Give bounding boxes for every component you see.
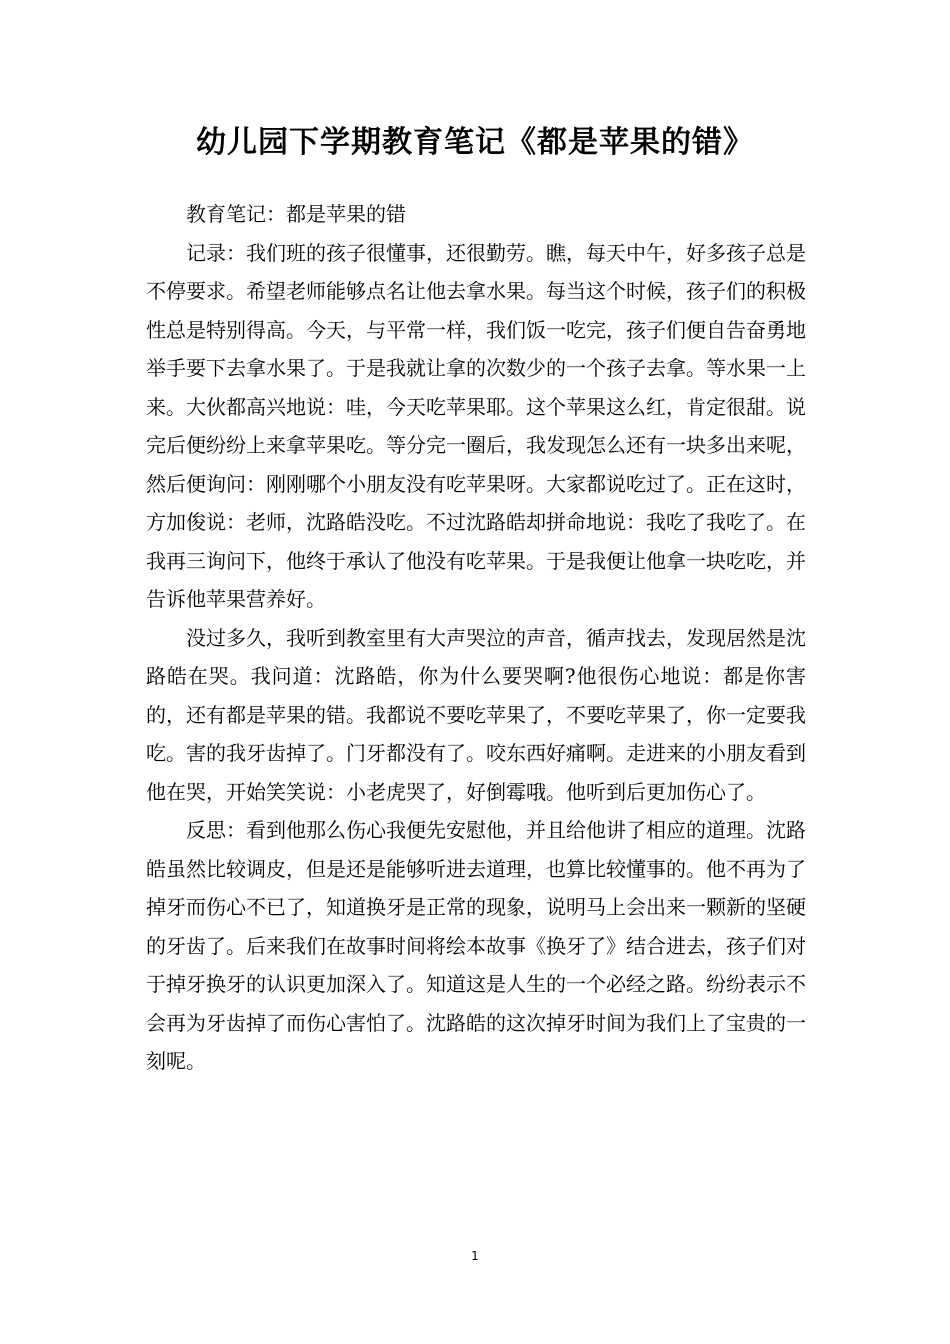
document-title: 幼儿园下学期教育笔记《都是苹果的错》 [196,125,754,160]
subtitle-paragraph: 教育笔记：都是苹果的错 [186,202,406,226]
page-number: 1 [471,1249,479,1263]
document-body [146,195,806,1081]
crying-paragraph: 没过多久，我听到教室里有大声哭泣的声音，循声找去，发现居然是沈路皓在哭。我问道：沈路皓，你为什么要哭啊?他很伤心地说：都是你害的，还有都是苹果的错。我都说不要吃苹果了，不要吃苹果了，你一定要我吃。害的我牙齿掉了。门牙都没有了。咬东西好痛啊。走进来的小朋友看到他在哭，开始笑笑说：小老虎哭了，好倒霉哦。他听到后更加伤心了。 [146,625,806,804]
reflection-paragraph: 反思：看到他那么伤心我便先安慰他，并且给他讲了相应的道理。沈路皓虽然比较调皮，但是还是能够听进去道理，也算比较懂事的。他不再为了掉牙而伤心不已了，知道换牙是正常的现象，说明马上会出来一颗新的坚硬的牙齿了。后来我们在故事时间将绘本故事《换牙了》结合进去，孩子们对于掉牙换牙的认识更加深入了。知道这是人生的一个必经之路。纷纷表示不会再为牙齿掉了而伤心害怕了。沈路皓的这次掉牙时间为我们上了宝贵的一刻呢。 [146,818,806,1073]
record-paragraph: 记录：我们班的孩子很懂事，还很勤劳。瞧，每天中午，好多孩子总是不停要求。希望老师能够点名让他去拿水果。每当这个时候，孩子们的积极性总是特别得高。今天，与平常一样，我们饭一吃完，孩子们便自告奋勇地举手要下去拿水果了。于是我就让拿的次数少的一个孩子去拿。等水果一上来。大伙都高兴地说：哇，今天吃苹果耶。这个苹果这么红，肯定很甜。说完后便纷纷上来拿苹果吃。等分完一圈后，我发现怎么还有一块多出来呢，然后便询问：刚刚哪个小朋友没有吃苹果呀。大家都说吃过了。正在这时，方加俊说：老师，沈路皓没吃。不过沈路皓却拼命地说：我吃了我吃了。在我再三询问下，他终于承认了他没有吃苹果。于是我便让他拿一块吃吃，并告诉他苹果营养好。 [146,240,806,611]
